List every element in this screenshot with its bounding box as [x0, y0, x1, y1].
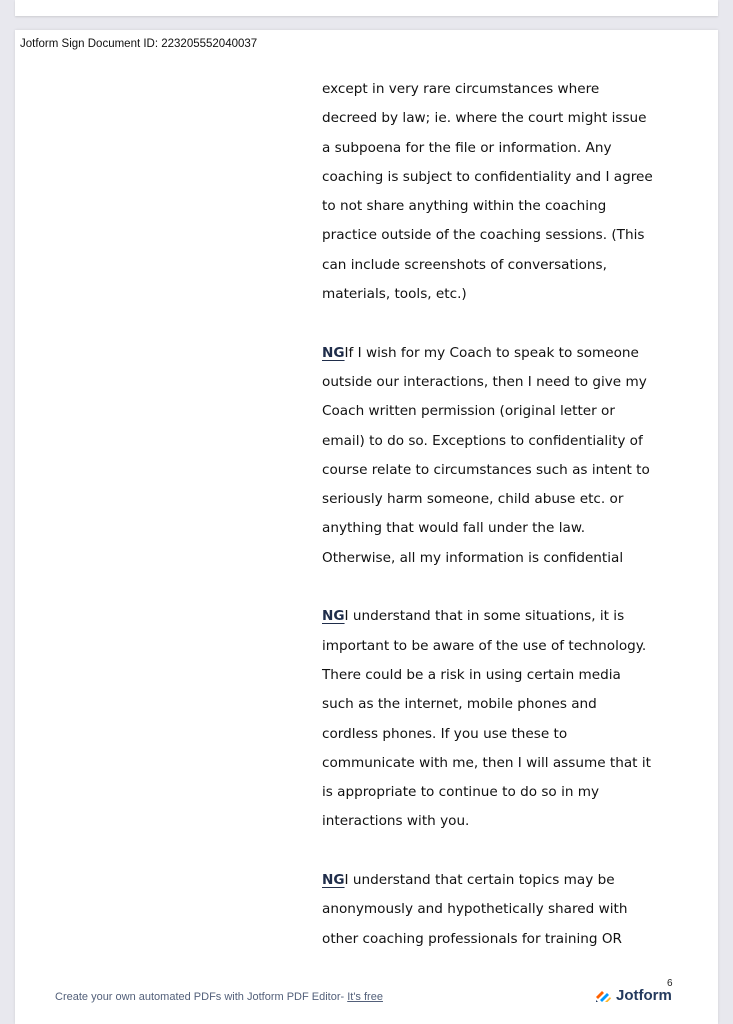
- jotform-brand[interactable]: [595, 987, 672, 1004]
- initials-field[interactable]: NG: [322, 344, 345, 361]
- text-line-content: If I wish for my Coach to speak to someone: [344, 344, 639, 361]
- paragraph-spacer: [322, 837, 692, 866]
- text-line: other coaching professionals for training OR: [322, 930, 622, 947]
- paragraph-technology-risk: [322, 602, 692, 836]
- text-line: can include screenshots of conversations,: [322, 256, 607, 273]
- text-line: coaching is subject to confidentiality and I agree: [322, 168, 653, 185]
- initials-field[interactable]: NG: [322, 608, 345, 625]
- text-line: decreed by law; ie. where the court might issue: [322, 110, 647, 127]
- text-line: communicate with me, then I will assume that it: [322, 754, 651, 771]
- text-line: outside our interactions, then I need to give my: [322, 373, 647, 390]
- jotform-brand-name: Jotform: [616, 987, 672, 1004]
- footer-promo-text: Create your own automated PDFs with Jotform PDF Editor-: [55, 991, 348, 1003]
- text-line: seriously harm someone, child abuse etc. or: [322, 491, 624, 508]
- paragraph-spacer: [322, 309, 692, 338]
- text-line-content: I understand that certain topics may be: [344, 872, 615, 889]
- text-line: to not share anything within the coaching: [322, 198, 607, 215]
- text-line: practice outside of the coaching sessions. (This: [322, 227, 645, 244]
- text-line: course relate to circumstances such as intent to: [322, 461, 650, 478]
- text-line: is appropriate to continue to do so in my: [322, 784, 600, 801]
- page-number: 6: [667, 978, 673, 989]
- paragraph-anonymous-sharing: [322, 866, 692, 954]
- text-line: cordless phones. If you use these to: [322, 725, 568, 742]
- text-line: email) to do so. Exceptions to confidentiality of: [322, 432, 643, 449]
- text-line: [322, 866, 692, 895]
- paragraph-coach-permission: [322, 339, 692, 573]
- jotform-logo-icon: [595, 988, 612, 1003]
- previous-page-edge: [15, 0, 718, 16]
- text-line: Otherwise, all my information is confidential: [322, 549, 624, 566]
- text-line: [322, 602, 692, 631]
- text-line: anonymously and hypothetically shared with: [322, 901, 628, 918]
- paragraph-spacer: [322, 573, 692, 602]
- document-page: [15, 30, 718, 1024]
- text-line: except in very rare circumstances where: [322, 81, 600, 97]
- text-line: Coach written permission (original letter or: [322, 403, 615, 420]
- text-line: important to be aware of the use of technology.: [322, 637, 647, 654]
- text-line-content: I understand that in some situations, it is: [344, 608, 625, 625]
- text-line: anything that would fall under the law.: [322, 520, 586, 537]
- text-line: interactions with you.: [322, 813, 470, 830]
- text-line: materials, tools, etc.): [322, 286, 467, 303]
- its-free-link[interactable]: It's free: [347, 991, 383, 1003]
- text-line: such as the internet, mobile phones and: [322, 696, 597, 713]
- document-id-label: Jotform Sign Document ID: 223205552040037: [20, 38, 258, 50]
- footer-promo: [55, 991, 383, 1003]
- document-body: [322, 75, 692, 954]
- text-line: [322, 339, 692, 368]
- text-line: a subpoena for the file or information. Any: [322, 139, 612, 156]
- text-line: There could be a risk in using certain media: [322, 666, 621, 683]
- initials-field[interactable]: NG: [322, 872, 345, 889]
- paragraph-confidentiality-continued: [322, 75, 692, 309]
